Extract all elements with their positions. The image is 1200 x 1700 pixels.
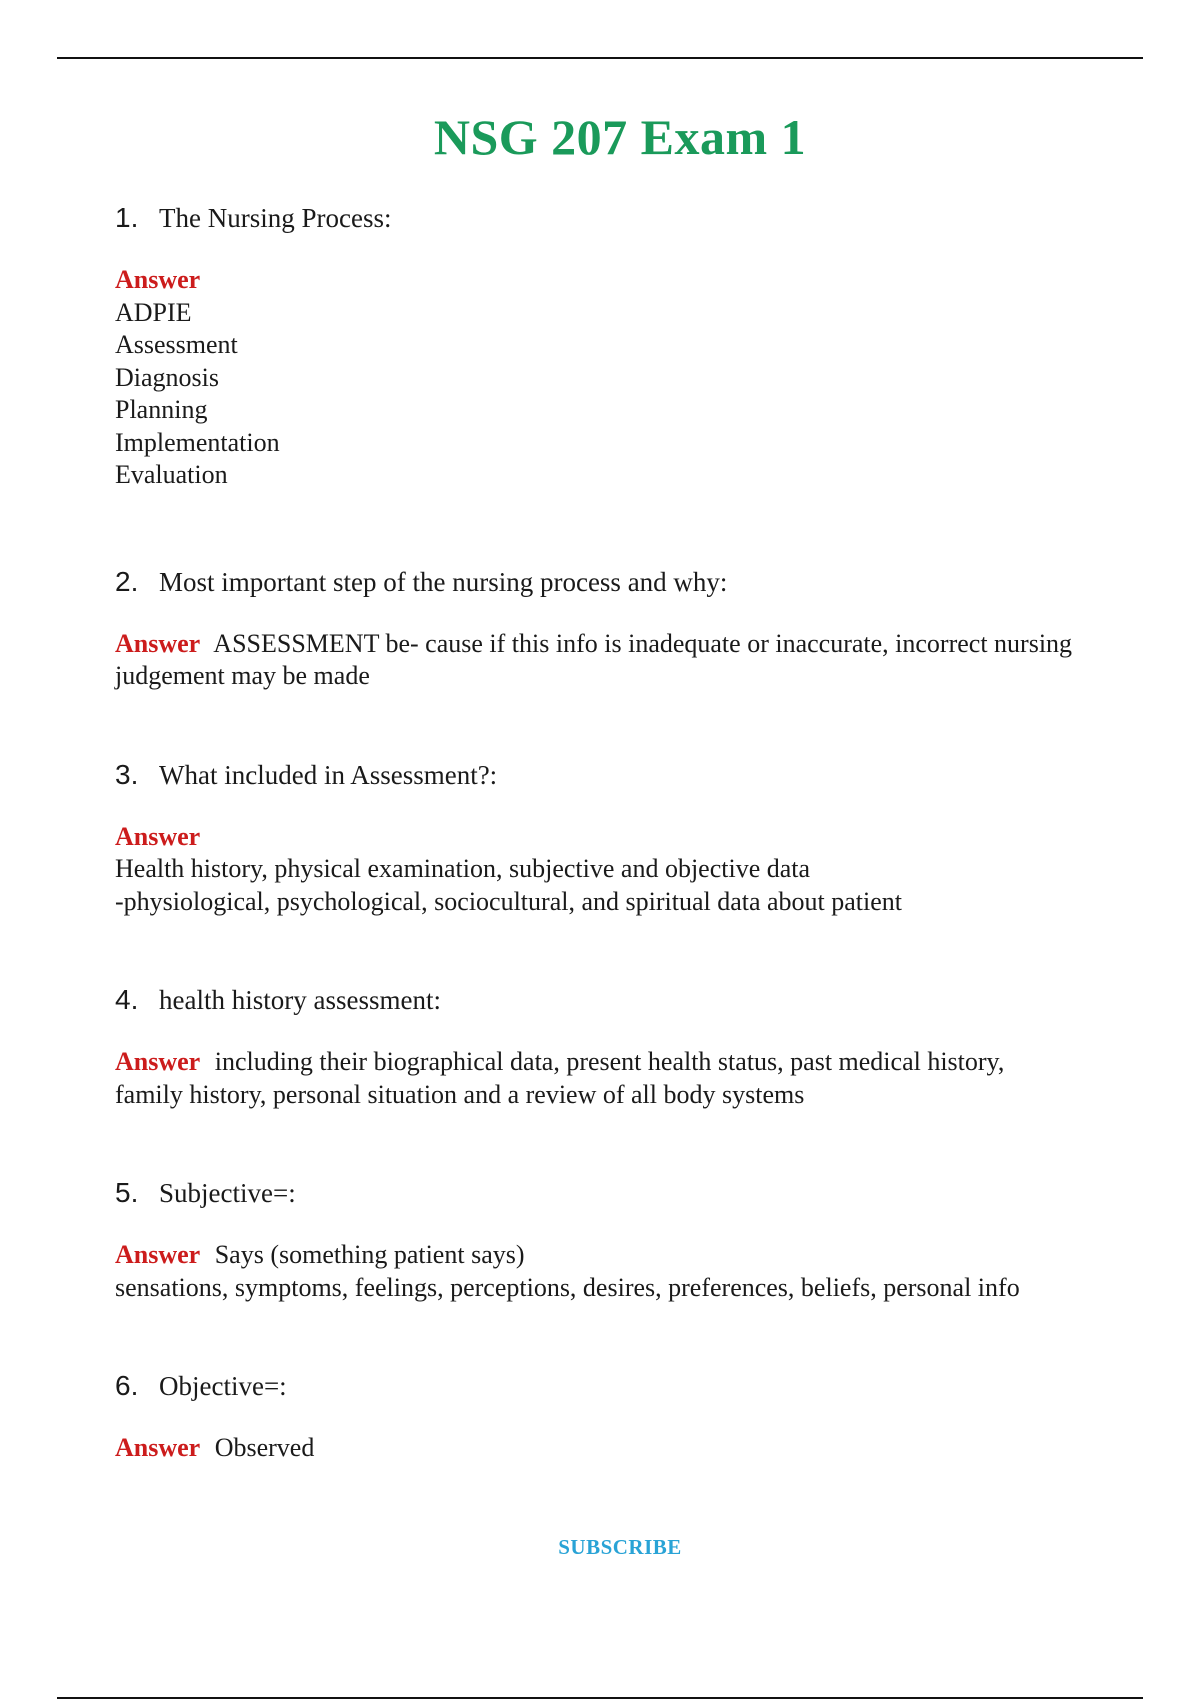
answer-label: Answer: [115, 265, 201, 294]
question-item: [115, 1175, 1075, 1304]
page-title: NSG 207 Exam 1: [433, 109, 807, 165]
question: [115, 200, 1075, 236]
question-item: [115, 982, 1075, 1111]
question-number: 3.: [115, 758, 139, 790]
question-number: 2.: [115, 565, 139, 597]
answer: [115, 821, 1075, 919]
question: [115, 982, 1075, 1018]
answer: [115, 264, 1075, 492]
question-text: Most important step of the nursing process and why:: [159, 566, 728, 597]
subscribe-link[interactable]: SUBSCRIBE: [558, 1535, 682, 1559]
question-number: 6.: [115, 1370, 139, 1401]
question-item: [115, 1368, 1075, 1465]
question-item: [115, 564, 1075, 693]
answer-line: Diagnosis: [115, 362, 219, 392]
question-number: 4.: [115, 984, 139, 1015]
answer-label: Answer: [115, 1047, 201, 1076]
answer-line: sensations, symptoms, feelings, perceptions, desires, preferences, beliefs, personal info: [115, 1272, 1020, 1302]
question-item: [115, 757, 1075, 919]
question: [115, 1175, 1075, 1211]
question-number: 5.: [115, 1177, 139, 1208]
bottom-rule: [57, 1697, 1143, 1699]
answer-label: Answer: [115, 1433, 201, 1462]
answer-line: ADPIE: [115, 297, 192, 327]
answer-label: Answer: [115, 1240, 201, 1269]
question-text: The Nursing Process:: [159, 203, 392, 233]
question: [115, 564, 1075, 600]
answer-text: Says (something patient says): [214, 1240, 525, 1269]
question-item: [115, 200, 1075, 492]
answer-line: Health history, physical examination, subjective and objective data: [115, 854, 811, 883]
answer-line: Implementation: [115, 427, 280, 457]
answer-label: Answer: [115, 628, 201, 658]
question: [115, 757, 1075, 793]
answer-line: Evaluation: [115, 460, 228, 489]
question: [115, 1368, 1075, 1404]
answer: [115, 1239, 1075, 1304]
question-number: 1.: [115, 202, 139, 233]
question-text: What included in Assessment?:: [159, 759, 498, 790]
answer-line: -physiological, psychological, sociocultural, and spiritual data about patient: [115, 886, 903, 916]
answer: [115, 628, 1075, 693]
answer-text: including their biographical data, present health status, past medical history, family history, personal situation and a review of all body systems: [115, 1047, 1005, 1109]
answer-text: ASSESSMENT be- cause if this info is inadequate or inaccurate, incorrect nursing judgement may be made: [115, 628, 1073, 690]
answer-line: Assessment: [115, 330, 238, 359]
question-list: [115, 200, 1075, 1465]
top-rule: [57, 57, 1143, 59]
answer-label: Answer: [115, 821, 201, 851]
answer-text: Observed: [214, 1433, 315, 1462]
question-text: Subjective=:: [159, 1178, 296, 1208]
question-text: health history assessment:: [159, 985, 441, 1015]
answer-line: Planning: [115, 395, 208, 424]
question-text: Objective=:: [159, 1371, 287, 1401]
answer: [115, 1432, 1075, 1465]
answer: [115, 1046, 1075, 1111]
